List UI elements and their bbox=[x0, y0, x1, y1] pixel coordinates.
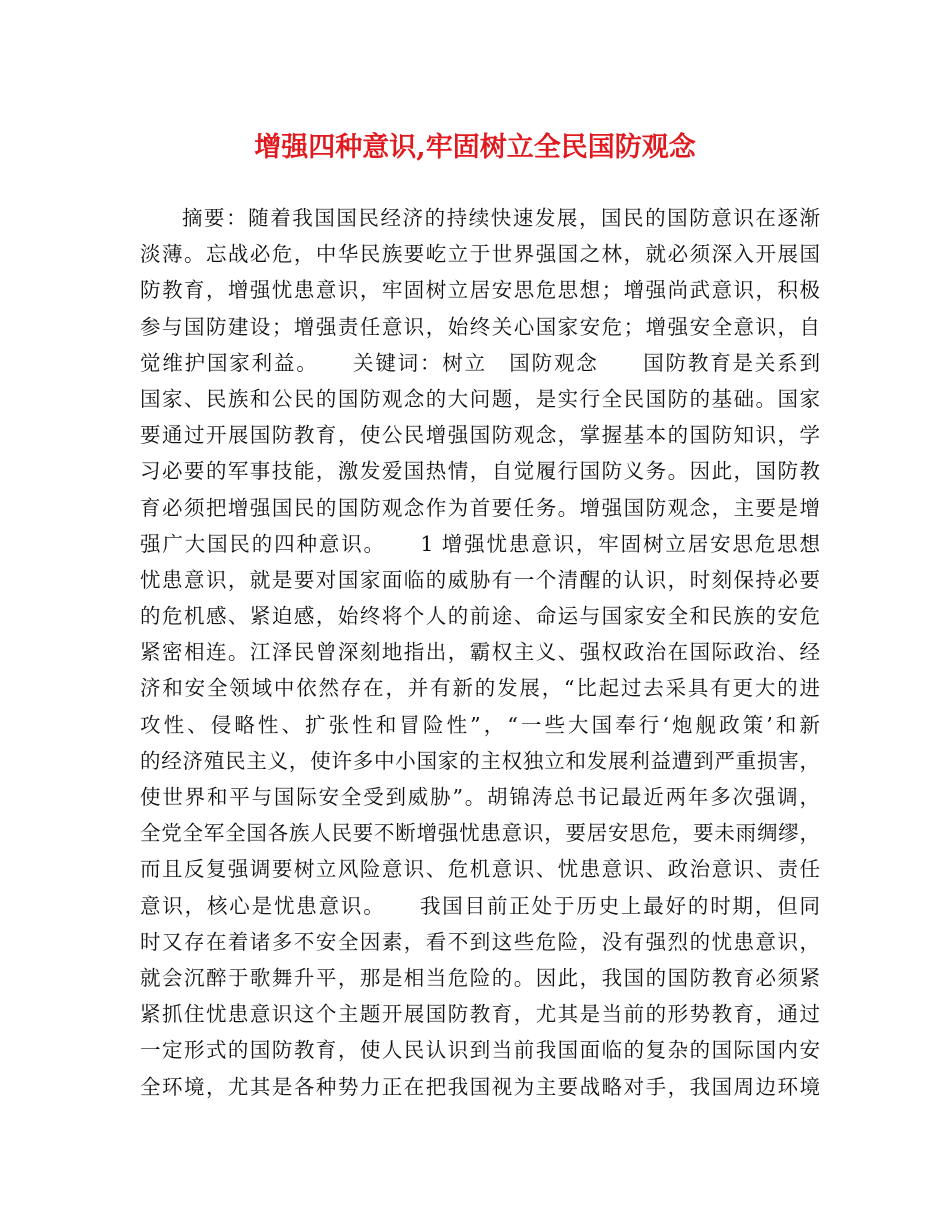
body-line: 强广大国民的四种意识。 1 增强忧患意识，牢固树立居安思危思想 bbox=[140, 531, 820, 556]
body-line: 的危机感、紧迫感，始终将个人的前途、命运与国家安全和民族的安危 bbox=[140, 604, 820, 629]
body-line: 而且反复强调要树立风险意识、危机意识、忧患意识、政治意识、责任 bbox=[140, 857, 820, 882]
body-line: 淡薄。忘战必危，中华民族要屹立于世界强国之林，就必须深入开展国 bbox=[140, 242, 820, 267]
body-line: 紧密相连。江泽民曾深刻地指出，霸权主义、强权政治在国际政治、经 bbox=[140, 640, 820, 665]
body-line: 全环境，尤其是各种势力正在把我国视为主要战略对手，我国周边环境 bbox=[140, 1074, 820, 1099]
body-line: 时又存在着诸多不安全因素，看不到这些危险，没有强烈的忧患意识， bbox=[140, 929, 820, 954]
body-line: 紧抓住忧患意识这个主题开展国防教育，尤其是当前的形势教育，通过 bbox=[140, 1002, 820, 1027]
body-line: 育必须把增强国民的国防观念作为首要任务。增强国防观念，主要是增 bbox=[140, 495, 820, 520]
body-line: 觉维护国家利益。 关键词：树立 国防观念 国防教育是关系到 bbox=[140, 350, 820, 375]
body-line: 国家、民族和公民的国防观念的大问题，是实行全民国防的基础。国家 bbox=[140, 386, 820, 411]
body-line: 防教育，增强忧患意识，牢固树立居安思危思想；增强尚武意识，积极 bbox=[140, 278, 820, 303]
body-line: 攻性、侵略性、扩张性和冒险性”，“一些大国奉行‘炮舰政策’和新 bbox=[140, 712, 820, 737]
body-line: 一定形式的国防教育，使人民认识到当前我国面临的复杂的国际国内安 bbox=[140, 1038, 820, 1063]
body-line: 就会沉醉于歌舞升平，那是相当危险的。因此，我国的国防教育必须紧 bbox=[140, 965, 820, 990]
body-line: 意识，核心是忧患意识。 我国目前正处于历史上最好的时期，但同 bbox=[140, 893, 820, 918]
body-line: 要通过开展国防教育，使公民增强国防观念，掌握基本的国防知识，学 bbox=[140, 423, 820, 448]
document-body bbox=[140, 200, 820, 1105]
body-line: 全党全军全国各族人民要不断增强忧患意识，要居安思危，要未雨绸缪， bbox=[140, 821, 820, 846]
body-line: 使世界和平与国际安全受到威胁”。胡锦涛总书记最近两年多次强调， bbox=[140, 785, 820, 809]
body-line: 摘要：随着我国国民经济的持续快速发展，国民的国防意识在逐渐 bbox=[182, 206, 820, 230]
body-line: 济和安全领域中依然存在，并有新的发展，“比起过去采具有更大的进 bbox=[140, 676, 820, 701]
document-title: 增强四种意识,牢固树立全民国防观念 bbox=[254, 132, 696, 163]
body-line: 忧患意识，就是要对国家面临的威胁有一个清醒的认识，时刻保持必要 bbox=[140, 567, 820, 592]
body-line: 参与国防建设；增强责任意识，始终关心国家安危；增强安全意识，自 bbox=[140, 314, 820, 339]
body-line: 习必要的军事技能，激发爱国热情，自觉履行国防义务。因此，国防教 bbox=[140, 459, 820, 484]
body-line: 的经济殖民主义，使许多中小国家的主权独立和发展利益遭到严重损害， bbox=[140, 748, 820, 773]
